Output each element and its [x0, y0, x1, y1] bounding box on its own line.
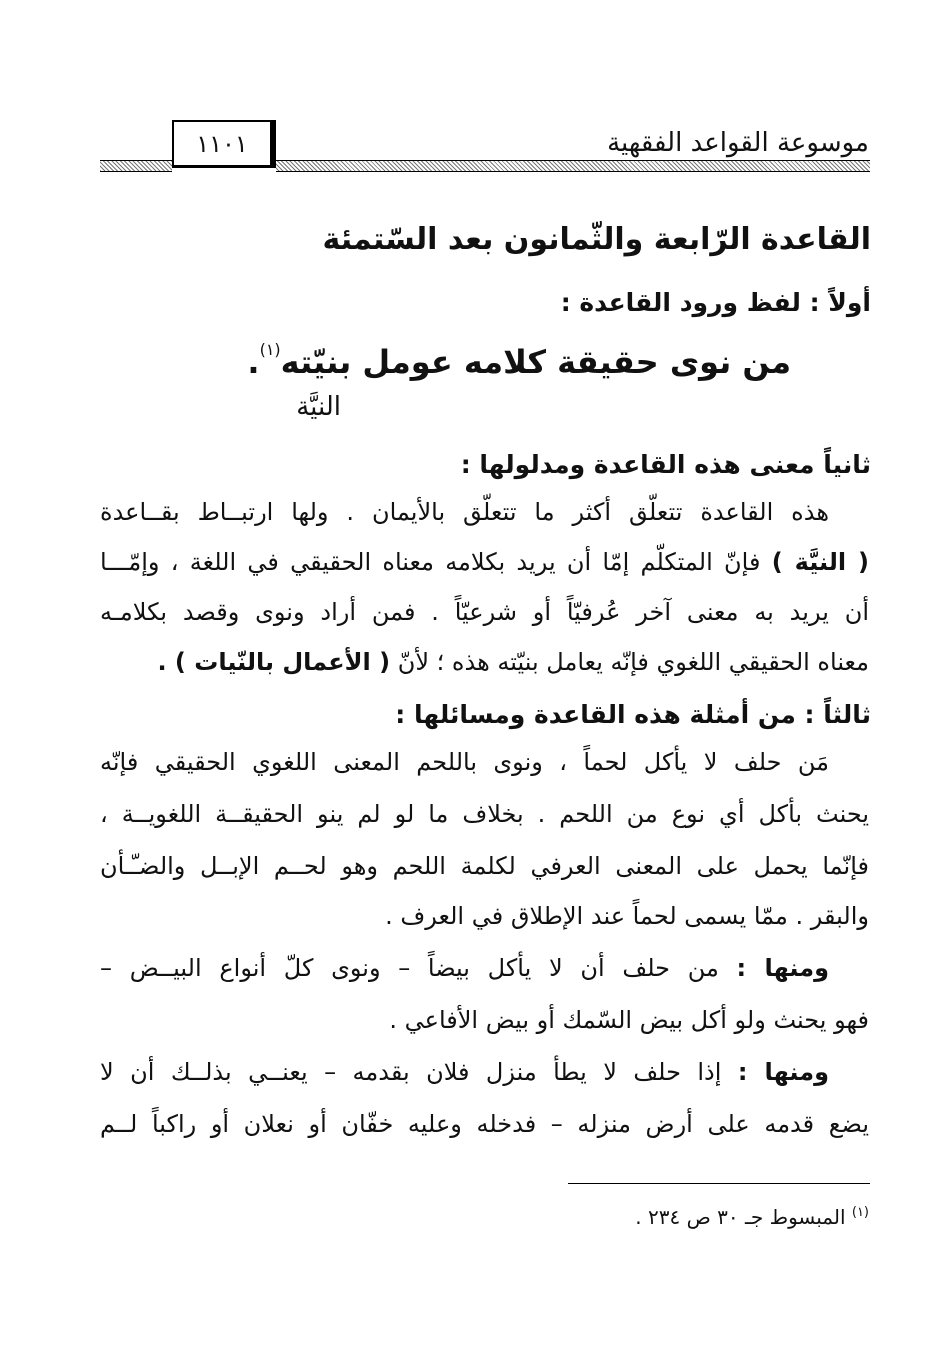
- rule-text: من نوى حقيقة كلامه عومل بنيّته: [280, 343, 791, 381]
- paragraph-line: [100, 648, 869, 676]
- keyword-term: النيَّة: [296, 392, 341, 422]
- bold-term: ( الأعمال بالنّيات ) .: [157, 648, 391, 676]
- running-title: موسوعة القواعد الفقهية: [607, 128, 869, 158]
- paragraph-text: فإنّ المتكلّم إمّا أن يريد بكلامه معناه الحقيقي في اللغة ، وإمّـــا: [100, 548, 761, 576]
- rule-end: .: [247, 343, 260, 381]
- section-heading-3: ثالثاً : من أمثلة هذه القاعدة ومسائلها :: [395, 700, 871, 729]
- main-heading: القاعدة الرّابعة والثّمانون بعد السّتمئة: [322, 222, 871, 257]
- paragraph-line: فهو يحنث ولو أكل بيض السّمك أو بيض الأفاعي .: [389, 1006, 869, 1034]
- paragraph-line: [100, 548, 869, 576]
- paragraph-line: والبقر . ممّا يسمى لحماً عند الإطلاق في العرف .: [385, 902, 869, 930]
- bold-term: ( النيَّة ): [771, 548, 870, 576]
- paragraph-line: أن يريد به معنى آخر عُرفيّاً أو شرعيّاً . فمن أراد ونوى وقصد بكلامـه: [100, 598, 869, 626]
- paragraph-text: إذا حلف لا يطأ منزل فلان بقدمه – يعنــي بذلــك أن لا: [100, 1058, 722, 1086]
- footnote-text: المبسوط جـ ٣٠ ص ٢٣٤ .: [635, 1205, 846, 1229]
- example-lead: ومنها :: [736, 954, 829, 982]
- page-number-box: [172, 120, 276, 168]
- paragraph-line: يحنث بأكل أي نوع من اللحم . بخلاف ما لو لم ينو الحقيقــة اللغويــة ،: [100, 800, 869, 828]
- footnote: [635, 1205, 869, 1229]
- paragraph-line: هذه القاعدة تتعلّق أكثر ما تتعلّق بالأيمان . ولها ارتبــاط بقــاعدة: [100, 498, 829, 526]
- section-heading-1: أولاً : لفظ ورود القاعدة :: [560, 288, 871, 317]
- footnote-rule: [568, 1183, 870, 1184]
- paragraph-line: [100, 1058, 829, 1086]
- paragraph-line: فإنّما يحمل على المعنى العرفي لكلمة اللحم وهو لحــم الإبــل والضـّـأن: [100, 852, 869, 880]
- paragraph-line: يضع قدمه على أرض منزله – فدخله وعليه خفّان أو نعلان أو راكباً لــم: [100, 1110, 869, 1138]
- footnote-marker: (١): [851, 1205, 869, 1220]
- paragraph-text: من حلف أن لا يأكل بيضاً – ونوى كلّ أنواع البيــض –: [100, 954, 719, 982]
- section-heading-2: ثانياً معنى هذه القاعدة ومدلولها :: [460, 450, 871, 479]
- paragraph-line: [100, 954, 829, 982]
- paragraph-line: مَن حلف لا يأكل لحماً ، ونوى باللحم المعنى اللغوي الحقيقي فإنّه: [100, 748, 829, 776]
- paragraph-text: معناه الحقيقي اللغوي فإنّه يعامل بنيّته هذه ؛ لأنّ: [397, 648, 869, 676]
- page-number: ١١٠١: [196, 129, 248, 158]
- footnote-ref: (١): [259, 340, 281, 359]
- example-lead: ومنها :: [737, 1058, 829, 1086]
- rule-statement: [247, 340, 791, 381]
